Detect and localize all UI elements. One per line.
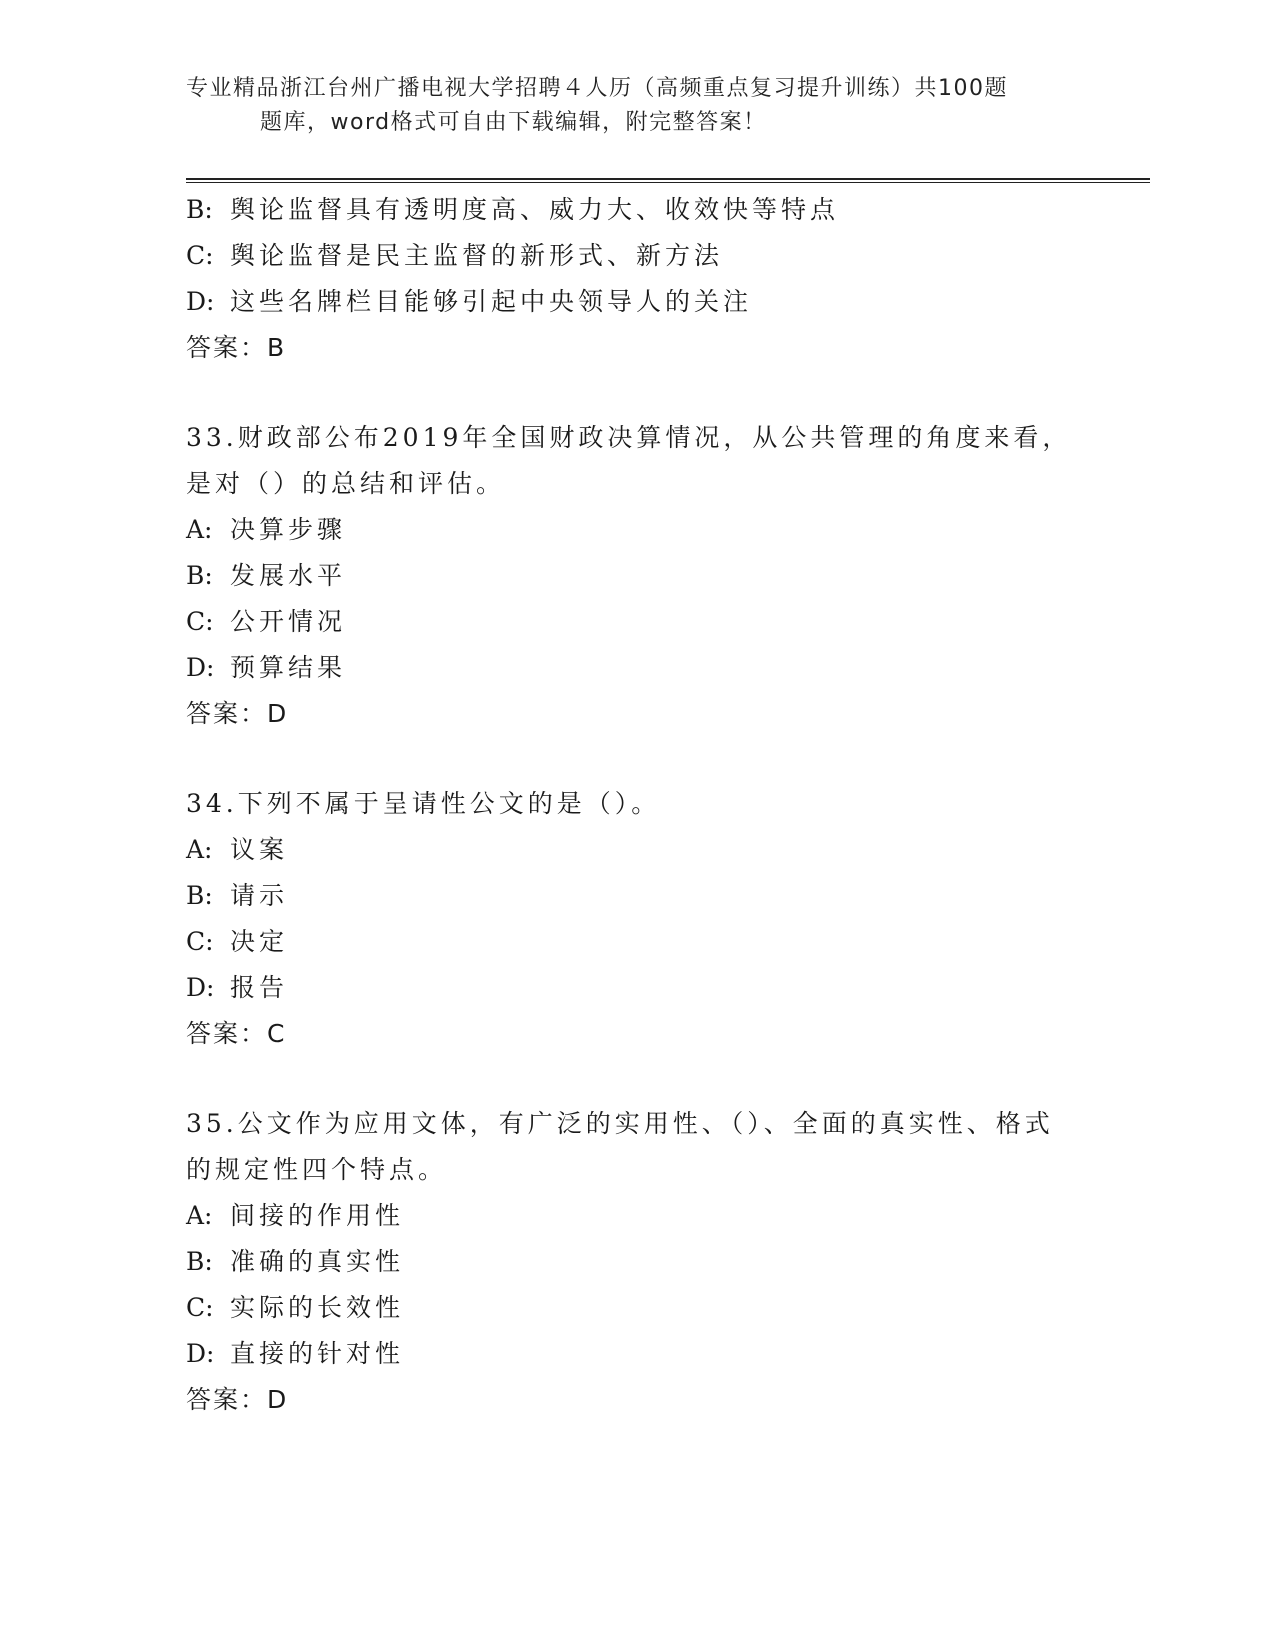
option-text: 请示 <box>230 881 289 910</box>
option-text: 决定 <box>230 927 289 956</box>
option-b <box>186 187 1086 233</box>
option-c <box>186 919 1086 965</box>
document-header <box>186 72 1086 140</box>
answer-line: 答案：D <box>186 699 289 728</box>
option-b <box>186 1239 1086 1285</box>
header-title-line2: 题库，word格式可自由下载编辑，附完整答案！ <box>260 110 767 135</box>
option-a <box>186 1193 1086 1239</box>
option-text: 公开情况 <box>230 607 347 636</box>
option-letter: A: <box>186 1201 213 1230</box>
option-c <box>186 599 1086 645</box>
prev-question-block <box>186 187 1086 371</box>
option-letter: D: <box>186 287 215 316</box>
option-letter: B: <box>186 561 213 590</box>
option-text: 舆论监督具有透明度高、威力大、收效快等特点 <box>230 195 840 224</box>
option-text: 决算步骤 <box>230 515 347 544</box>
option-text: 直接的针对性 <box>230 1339 405 1368</box>
answer-line: 答案：B <box>186 333 287 362</box>
option-b <box>186 873 1086 919</box>
question-35-block <box>186 1101 1086 1423</box>
option-text: 间接的作用性 <box>230 1201 405 1230</box>
option-text: 发展水平 <box>230 561 347 590</box>
option-text: 报告 <box>230 973 289 1002</box>
option-text: 预算结果 <box>230 653 347 682</box>
option-text: 舆论监督是民主监督的新形式、新方法 <box>230 241 724 270</box>
option-letter: C: <box>186 241 214 270</box>
spacer <box>186 1057 1086 1101</box>
option-letter: A: <box>186 835 213 864</box>
header-divider <box>186 178 1150 183</box>
option-letter: A: <box>186 515 213 544</box>
spacer <box>186 737 1086 781</box>
header-title-line1: 专业精品浙江台州广播电视大学招聘４人历（高频重点复习提升训练）共100题 <box>186 76 1008 101</box>
option-letter: C: <box>186 927 214 956</box>
option-a <box>186 827 1086 873</box>
option-c <box>186 1285 1086 1331</box>
question-33-stem-line2: 是对（）的总结和评估。 <box>186 469 506 498</box>
option-letter: D: <box>186 1339 215 1368</box>
option-letter: D: <box>186 653 215 682</box>
option-letter: C: <box>186 607 214 636</box>
question-35-stem-line1: 35.公文作为应用文体，有广泛的实用性、（）、全面的真实性、格式 <box>186 1109 1054 1138</box>
option-c <box>186 233 1086 279</box>
option-d <box>186 1331 1086 1377</box>
option-letter: B: <box>186 1247 213 1276</box>
option-text: 准确的真实性 <box>230 1247 405 1276</box>
option-text: 议案 <box>230 835 289 864</box>
question-33-stem-line1: 33.财政部公布2019年全国财政决算情况，从公共管理的角度来看， <box>186 423 1072 452</box>
option-letter: C: <box>186 1293 214 1322</box>
question-33-block <box>186 415 1086 737</box>
answer-line: 答案：C <box>186 1019 287 1048</box>
question-35-stem-line2: 的规定性四个特点。 <box>186 1155 448 1184</box>
option-text: 这些名牌栏目能够引起中央领导人的关注 <box>230 287 753 316</box>
option-letter: D: <box>186 973 215 1002</box>
option-letter: B: <box>186 881 213 910</box>
option-d <box>186 279 1086 325</box>
question-content <box>186 187 1086 1423</box>
spacer <box>186 371 1086 415</box>
option-text: 实际的长效性 <box>230 1293 405 1322</box>
option-letter: B: <box>186 195 213 224</box>
option-b <box>186 553 1086 599</box>
option-d <box>186 965 1086 1011</box>
option-d <box>186 645 1086 691</box>
question-34-stem: 34.下列不属于呈请性公文的是（）。 <box>186 789 661 818</box>
question-34-block <box>186 781 1086 1057</box>
answer-line: 答案：D <box>186 1385 289 1414</box>
option-a <box>186 507 1086 553</box>
